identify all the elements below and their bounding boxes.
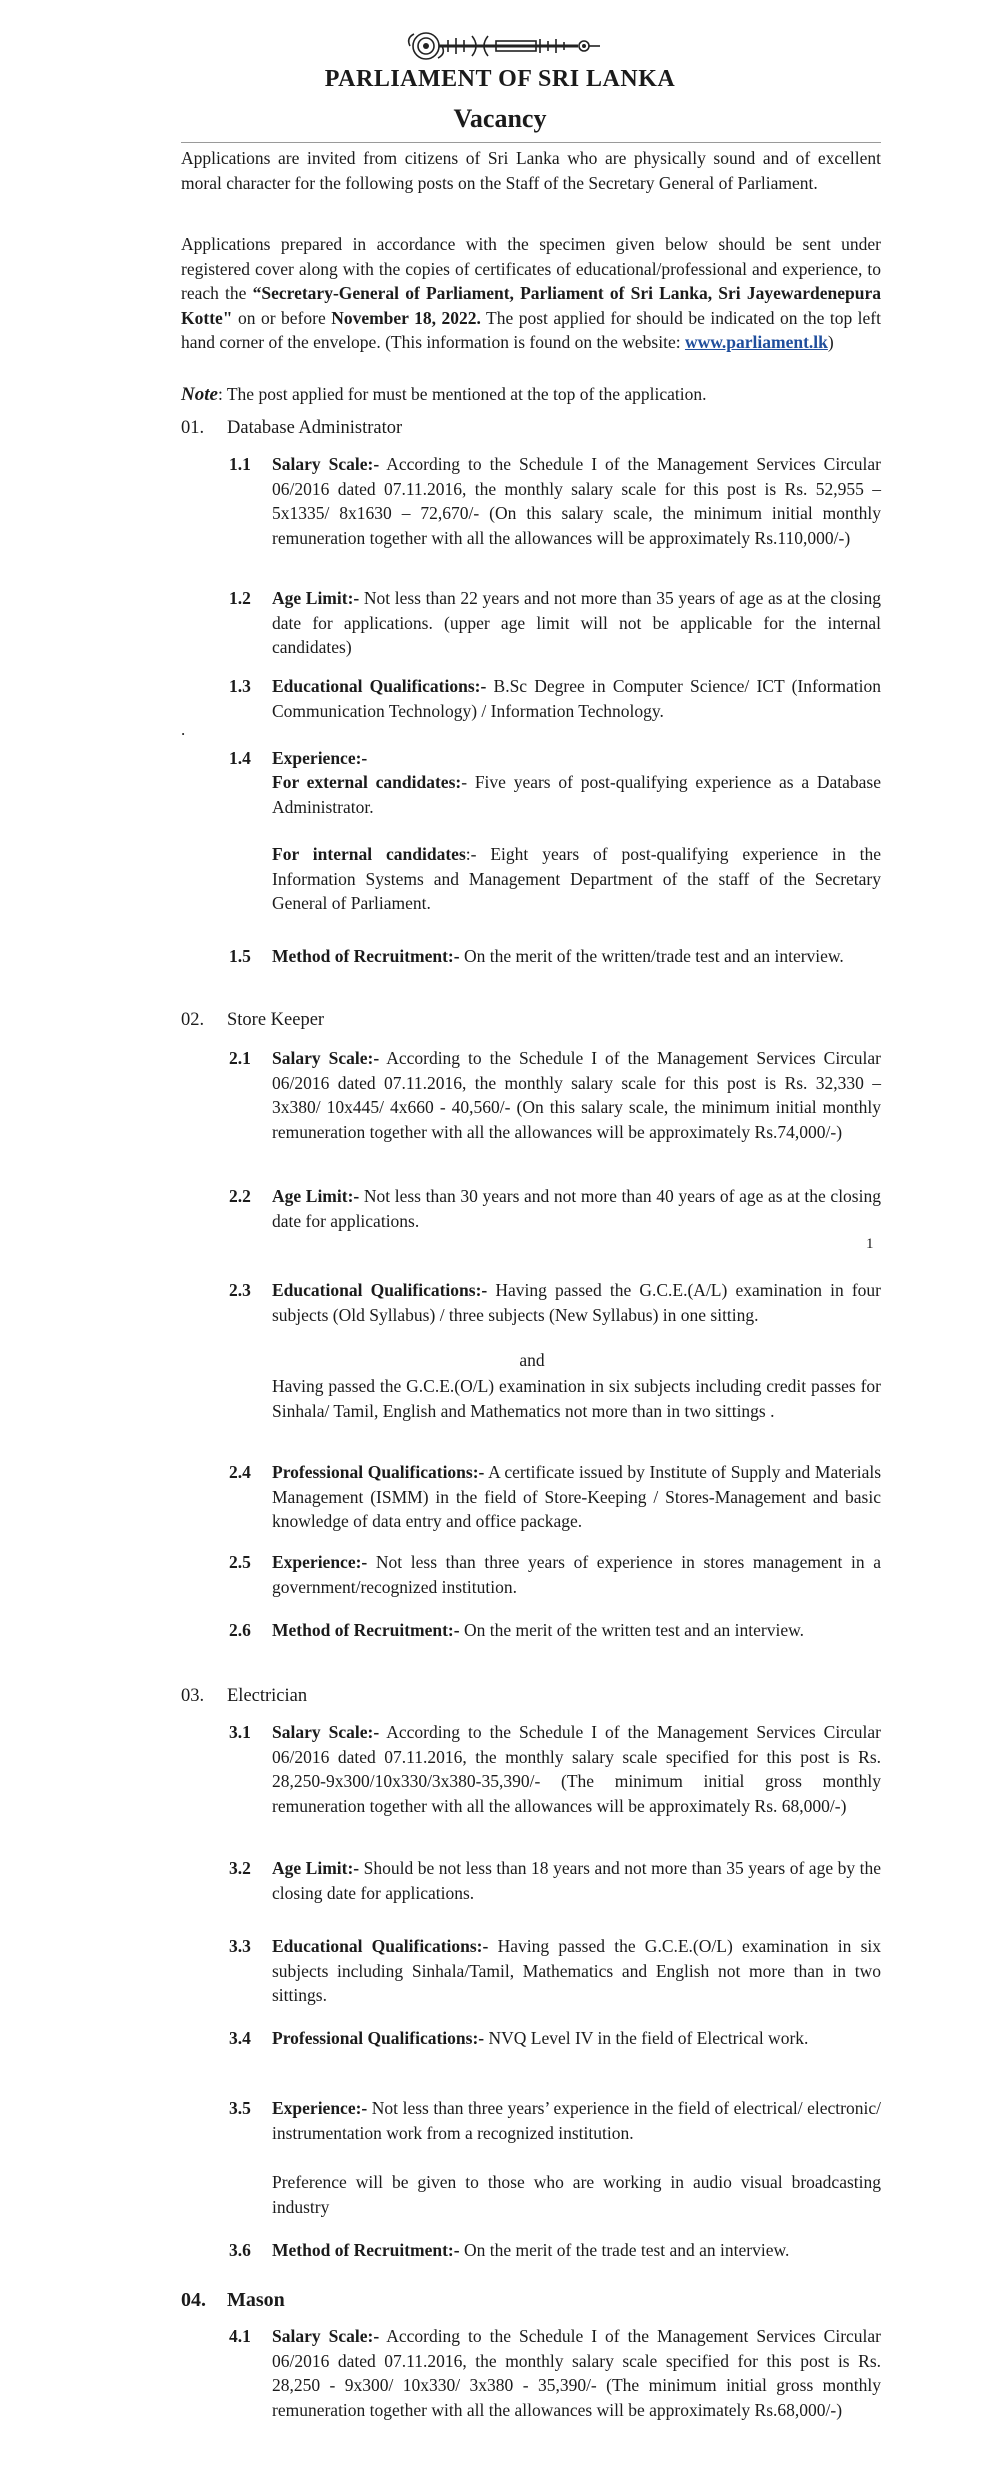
- section-number: 03.: [181, 1686, 205, 1706]
- item-label: Experience:-: [272, 2098, 368, 2118]
- intro-text-a: Applications prepared in accordance with the specimen given below should be sent under registered cover along with the copies of certificates of educational/professional and experience, to reach the: [181, 234, 881, 303]
- item-text: On the merit of the trade test and an interview.: [459, 2240, 790, 2260]
- page-subtitle: Vacancy: [453, 104, 547, 133]
- item-label: Professional Qualifications:-: [272, 1462, 485, 1482]
- item-label: Educational Qualifications:-: [272, 1936, 489, 1956]
- list-item: [229, 452, 881, 550]
- item-additional-text: Preference will be given to those who are working in audio visual broadcasting industry: [272, 2172, 881, 2217]
- item-number: 1.1: [229, 454, 251, 474]
- item-text: On the merit of the written test and an interview.: [459, 1620, 804, 1640]
- list-item: [229, 2096, 881, 2145]
- section-number: 01.: [181, 418, 205, 438]
- list-item: [229, 1278, 881, 1327]
- item-label: Salary Scale:-: [272, 1048, 380, 1068]
- list-item: [229, 1856, 881, 1905]
- external-label: For external candidates:: [272, 772, 462, 792]
- stray-mark: .: [181, 720, 186, 739]
- section-number: 02.: [181, 1010, 205, 1030]
- item-label: Method of Recruitment:-: [272, 946, 460, 966]
- note-label: Note: [181, 384, 218, 405]
- item-number: 4.1: [229, 2326, 251, 2346]
- item-label: Experience:-: [272, 1552, 368, 1572]
- page-number: 1: [866, 1236, 874, 1252]
- item-label: Salary Scale:-: [272, 1722, 380, 1742]
- list-item: [229, 1046, 881, 1144]
- list-item: [229, 674, 881, 723]
- item-text: B.Sc Degree in Computer Science/ ICT (Information Communication Technology) / Information Technology.: [272, 676, 881, 721]
- item-number: 2.4: [229, 1462, 251, 1482]
- item-text: NVQ Level IV in the field of Electrical work.: [484, 2028, 809, 2048]
- list-item: [229, 1460, 881, 1534]
- intro-paragraph-2: [181, 232, 881, 355]
- internal-candidates: [272, 842, 881, 916]
- item-label: Salary Scale:-: [272, 2326, 380, 2346]
- item-additional-text: Having passed the G.C.E.(O/L) examination in six subjects including credit passes for Sinhala/ Tamil, English and Mathematics not more than in two sittings .: [272, 1376, 881, 1421]
- and-connector: and: [519, 1350, 545, 1370]
- address-text: “Secretary-General of Parliament, Parliament of Sri Lanka, Sri Jayewardenepura Kotte": [181, 283, 881, 328]
- section-title: Mason: [227, 2289, 285, 2311]
- item-number: 3.3: [229, 1936, 251, 1956]
- section-heading: [181, 1008, 324, 1032]
- list-item: [229, 1550, 881, 1599]
- section-title: Store Keeper: [227, 1010, 325, 1030]
- item-number: 2.1: [229, 1048, 251, 1068]
- item-number: 2.3: [229, 1280, 251, 1300]
- item-text: According to the Schedule I of the Management Services Circular 06/2016 dated 07.11.2016, the monthly salary scale specified for this post is Rs. 28,250 - 9x300/ 10x330/ 3x380 - 35,390/- (The minimum initial gross monthly remuneration together with all the allowances will be approximately Rs.68,000/-): [272, 2326, 881, 2420]
- item-text: Not less than three years’ experience in the field of electrical/ electronic/ instrumentation work from a recognized institution.: [272, 2098, 881, 2143]
- section-title: Database Administrator: [227, 418, 403, 438]
- item-number: 2.5: [229, 1552, 251, 1572]
- list-item: [229, 2324, 881, 2422]
- item-text: Having passed the G.C.E.(A/L) examination in four subjects (Old Syllabus) / three subjects (New Syllabus) in one sitting.: [272, 1280, 881, 1325]
- item-label: Experience:-: [272, 748, 368, 768]
- intro-paragraph-1: Applications are invited from citizens of Sri Lanka who are physically sound and of excellent moral character for the following posts on the Staff of the Secretary General of Parliament.: [181, 148, 881, 193]
- section-heading: [181, 416, 402, 440]
- list-item: [229, 746, 881, 771]
- list-item: [229, 2026, 881, 2051]
- item-label: Educational Qualifications:-: [272, 1280, 488, 1300]
- list-item: [229, 1934, 881, 2008]
- item-number: 1.2: [229, 588, 251, 608]
- item-label: Age Limit:-: [272, 1186, 360, 1206]
- item-number: 3.2: [229, 1858, 251, 1878]
- item-label: Method of Recruitment:-: [272, 2240, 460, 2260]
- item-text: On the merit of the written/trade test and an interview.: [459, 946, 844, 966]
- item-text: A certificate issued by Institute of Supply and Materials Management (ISMM) in the field of Store-Keeping / Stores-Management and basic knowledge of data entry and office package.: [272, 1462, 882, 1531]
- note-text: : The post applied for must be mentioned at the top of the application.: [217, 384, 707, 404]
- note-line: [181, 382, 881, 407]
- item-number: 1.3: [229, 676, 251, 696]
- section-number: 04.: [181, 2289, 206, 2311]
- list-item: [229, 586, 881, 660]
- item-text: Not less than three years of experience in stores management in a government/recognized institution.: [272, 1552, 881, 1597]
- list-item: [229, 1184, 881, 1233]
- item-label: Age Limit:-: [272, 1858, 360, 1878]
- list-item: [229, 944, 881, 969]
- item-text: According to the Schedule I of the Management Services Circular 06/2016 dated 07.11.2016, the monthly salary scale specified for this post is Rs. 28,250-9x300/10x330/3x380-35,390/- (The minimum initial gross monthly remuneration together with all the allowances will be approximately Rs. 68,000/-): [272, 1722, 881, 1816]
- list-item: [229, 1720, 881, 1818]
- item-text: According to the Schedule I of the Management Services Circular 06/2016 dated 07.11.2016, the monthly salary scale for this post is Rs. 52,955 – 5x1335/ 8x1630 – 72,670/- (On this salary scale, the minimum initial monthly remuneration together with all the allowances will be approximately Rs.110,000/-): [272, 454, 881, 548]
- list-item: [229, 2238, 881, 2263]
- item-text: According to the Schedule I of the Management Services Circular 06/2016 dated 07.11.2016, the monthly salary scale for this post is Rs. 32,330 – 3x380/ 10x445/ 4x660 - 40,560/- (On this salary scale, the minimum initial monthly remuneration together with all the allowances will be approximately Rs.74,000/-): [272, 1048, 881, 1142]
- item-label: Age Limit:-: [272, 588, 360, 608]
- list-item: [229, 1618, 881, 1643]
- page-title: PARLIAMENT OF SRI LANKA: [324, 66, 676, 92]
- item-number: 2.6: [229, 1620, 251, 1640]
- external-candidates: [272, 770, 881, 819]
- item-number: 3.6: [229, 2240, 251, 2260]
- item-text: Having passed the G.C.E.(O/L) examination in six subjects including Sinhala/Tamil, Mathematics and English not more than in two sittings.: [272, 1936, 881, 2005]
- website-link[interactable]: www.parliament.lk: [684, 332, 828, 352]
- item-number: 1.4: [229, 748, 251, 768]
- internal-label: For internal candidates: [272, 844, 466, 864]
- item-text: Should be not less than 18 years and not more than 35 years of age by the closing date for applications.: [272, 1858, 881, 1903]
- item-label: Method of Recruitment:-: [272, 1620, 460, 1640]
- item-label: Salary Scale:-: [272, 454, 380, 474]
- item-label: Educational Qualifications:-: [272, 676, 487, 696]
- internal-text: :- Eight years of post-qualifying experience in the Information Systems and Management Department of the staff of the Secretary General of Parliament.: [272, 844, 881, 913]
- intro-text-c: The post applied for should be indicated on the top left hand corner of the envelope. (This information is found on the website:: [181, 307, 881, 352]
- item-number: 3.4: [229, 2028, 251, 2048]
- item-text: Not less than 30 years and not more than 40 years of age as at the closing date for applications.: [272, 1186, 881, 1231]
- section-title: Electrician: [227, 1686, 308, 1706]
- external-text: - Five years of post-qualifying experience as a Database Administrator.: [272, 772, 881, 817]
- section-heading: [181, 1684, 307, 1708]
- closing-date: November 18, 2022.: [331, 307, 481, 328]
- item-number: 3.1: [229, 1722, 251, 1742]
- intro-text-d: ): [827, 332, 834, 352]
- section-heading: [181, 2288, 285, 2312]
- item-number: 1.5: [229, 946, 251, 966]
- intro-text-b: on or before: [232, 307, 332, 328]
- divider: [181, 142, 881, 143]
- item-number: 3.5: [229, 2098, 251, 2118]
- item-text: Not less than 22 years and not more than 35 years of age as at the closing date for applications. (upper age limit will not be applicable for the internal candidates): [272, 588, 881, 657]
- parliament-mace-emblem: [388, 22, 612, 70]
- item-number: 2.2: [229, 1186, 251, 1206]
- item-label: Professional Qualifications:-: [272, 2028, 485, 2048]
